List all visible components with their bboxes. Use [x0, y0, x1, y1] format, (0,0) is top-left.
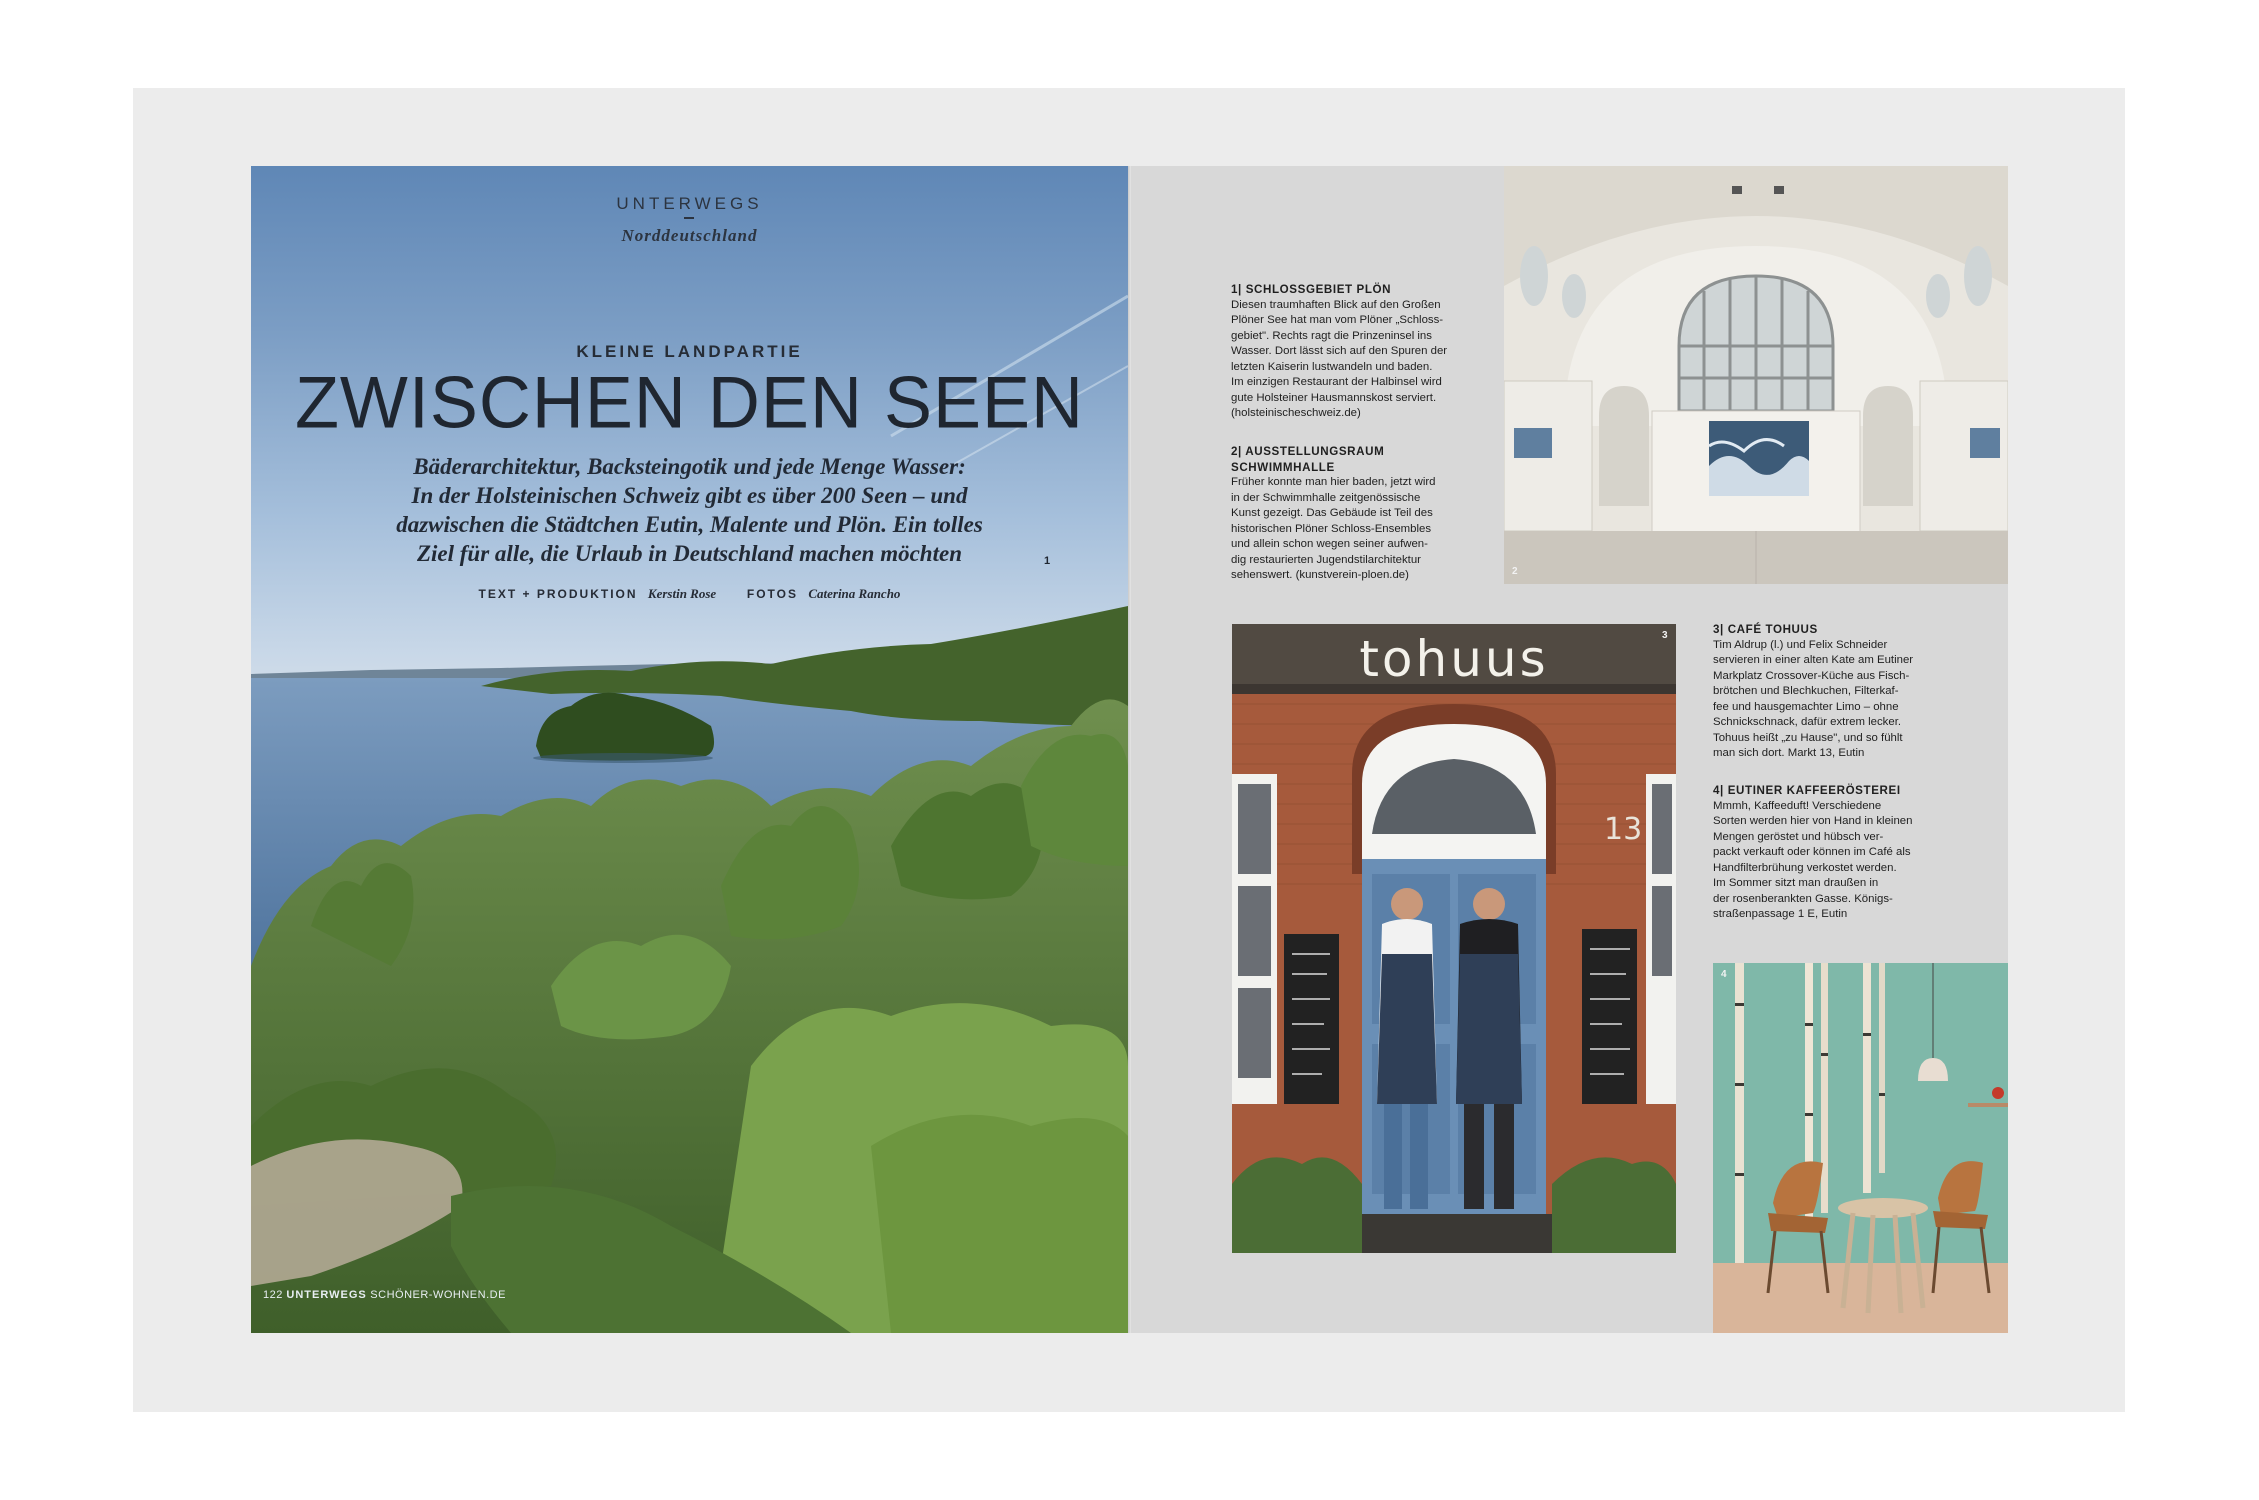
roastery-interior-photo [1713, 963, 2008, 1333]
caption-line: Wasser. Dort lässt sich auf den Spuren der [1231, 345, 1448, 357]
photo-number: 2 [1512, 566, 1518, 577]
article-deck [311, 452, 1068, 568]
caption-line: Im einzigen Restaurant der Halbinsel wird [1231, 376, 1442, 388]
caption-4 [1713, 783, 1973, 923]
magazine-spread [251, 166, 2008, 1333]
caption-line: straßenpassage 1 E, Eutin [1713, 908, 1848, 920]
article-title: ZWISCHEN DEN SEEN [294, 362, 1085, 444]
caption-heading: 4| EUTINER KAFFEERÖSTEREI [1713, 784, 1901, 797]
text-credit-name: Kerstin Rose [647, 586, 717, 601]
region-label: Norddeutschland [621, 226, 758, 245]
credits [251, 586, 1128, 602]
caption-line: Kunst gezeigt. Das Gebäude ist Teil des [1231, 507, 1433, 519]
deck-line: Bäderarchitektur, Backsteingotik und jede Menge Wasser: [413, 454, 966, 479]
caption-line: gebiet". Rechts ragt die Prinzeninsel ins [1231, 329, 1432, 342]
caption-line: und allein schon wegen seiner aufwen- [1231, 538, 1428, 550]
folio [263, 1289, 506, 1301]
caption-line: letzten Kaiserin lustwandeln und baden. [1231, 360, 1433, 373]
section-label: UNTERWEGS [616, 194, 763, 213]
caption-line: dig restaurierten Jugendstilarchitektur [1231, 553, 1421, 566]
caption-line: Mengen geröstet und hübsch ver- [1713, 830, 1884, 843]
deck-line: Ziel für alle, die Urlaub in Deutschland machen möchten [416, 541, 962, 566]
folio-page: 122 [263, 1289, 283, 1301]
caption-line: Im Sommer sitzt man draußen in [1713, 877, 1879, 889]
caption-line: brötchen und Blechkuchen, Filterkaf- [1713, 685, 1899, 697]
caption-line: Tohuus heißt „zu Hause", und so fühlt [1713, 731, 1903, 744]
caption-line: Diesen traumhaften Blick auf den Großen [1231, 298, 1441, 311]
caption-line: gute Holsteiner Hausmannskost serviert. [1231, 391, 1437, 404]
caption-line: Handfilterbrühung verkostet werden. [1713, 861, 1897, 874]
caption-line: (holsteinischeschweiz.de) [1231, 407, 1361, 419]
caption-line: Früher konnte man hier baden, jetzt wird [1231, 476, 1436, 488]
caption-line: der rosenberankten Gasse. Königs- [1713, 892, 1893, 905]
photo-number: 3 [1662, 630, 1668, 641]
caption-1 [1231, 282, 1481, 422]
caption-line: Sorten werden hier von Hand in kleinen [1713, 815, 1913, 827]
kicker: KLEINE LANDPARTIE [576, 342, 803, 361]
left-page-landscape [251, 166, 1128, 1333]
right-page [1131, 166, 2008, 1333]
caption-line: man sich dort. Markt 13, Eutin [1713, 747, 1865, 759]
caption-line: servieren in einer alten Kate am Eutiner [1713, 654, 1914, 666]
folio-section: UNTERWEGS [286, 1289, 367, 1301]
section-dash [684, 217, 694, 219]
caption-line: Plöner See hat man vom Plöner „Schloss- [1231, 314, 1444, 326]
caption-line: historischen Plöner Schloss-Ensembles [1231, 522, 1432, 535]
caption-line: fee und hausgemachter Limo – ohne [1713, 700, 1899, 713]
caption-line: in der Schwimmhalle zeitgenössische [1231, 491, 1421, 504]
caption-2 [1231, 444, 1481, 584]
deck-line: dazwischen die Städtchen Eutin, Malente und Plön. Ein tolles [396, 512, 983, 537]
photo-credit-label: FOTOS [746, 587, 798, 601]
caption-heading: SCHWIMMHALLE [1231, 460, 1335, 474]
caption-line: Mmmh, Kaffeeduft! Verschiedene [1713, 799, 1882, 812]
folio-site: SCHÖNER-WOHNEN.DE [370, 1289, 506, 1301]
house-number: 13 [1604, 812, 1643, 847]
cafe-sign: tohuus [1359, 630, 1549, 688]
caption-heading: 3| CAFÉ TOHUUS [1713, 623, 1818, 636]
caption-line: Schnickschnack, dafür extrem lecker. [1713, 716, 1902, 728]
caption-3 [1713, 622, 1973, 762]
caption-heading: 2| AUSSTELLUNGSRAUM [1231, 445, 1385, 458]
photo-number: 4 [1721, 969, 1727, 980]
caption-line: packt verkauft oder können im Café als [1713, 846, 1911, 858]
caption-line: Tim Aldrup (l.) und Felix Schneider [1713, 638, 1888, 651]
exhibition-hall-photo [1504, 166, 2008, 584]
caption-line: Markplatz Crossover-Küche aus Fisch- [1713, 669, 1910, 682]
photo-marker: 1 [1044, 555, 1051, 567]
text-credit-label: TEXT + PRODUKTION [478, 587, 638, 601]
caption-heading: 1| SCHLOSSGEBIET PLÖN [1231, 283, 1392, 296]
deck-line: In der Holsteinischen Schweiz gibt es über 200 Seen – und [411, 483, 968, 508]
cafe-tohuus-photo [1232, 624, 1676, 1253]
caption-line: sehenswert. (kunstverein-ploen.de) [1231, 569, 1409, 581]
photo-credit-name: Caterina Rancho [808, 586, 901, 601]
